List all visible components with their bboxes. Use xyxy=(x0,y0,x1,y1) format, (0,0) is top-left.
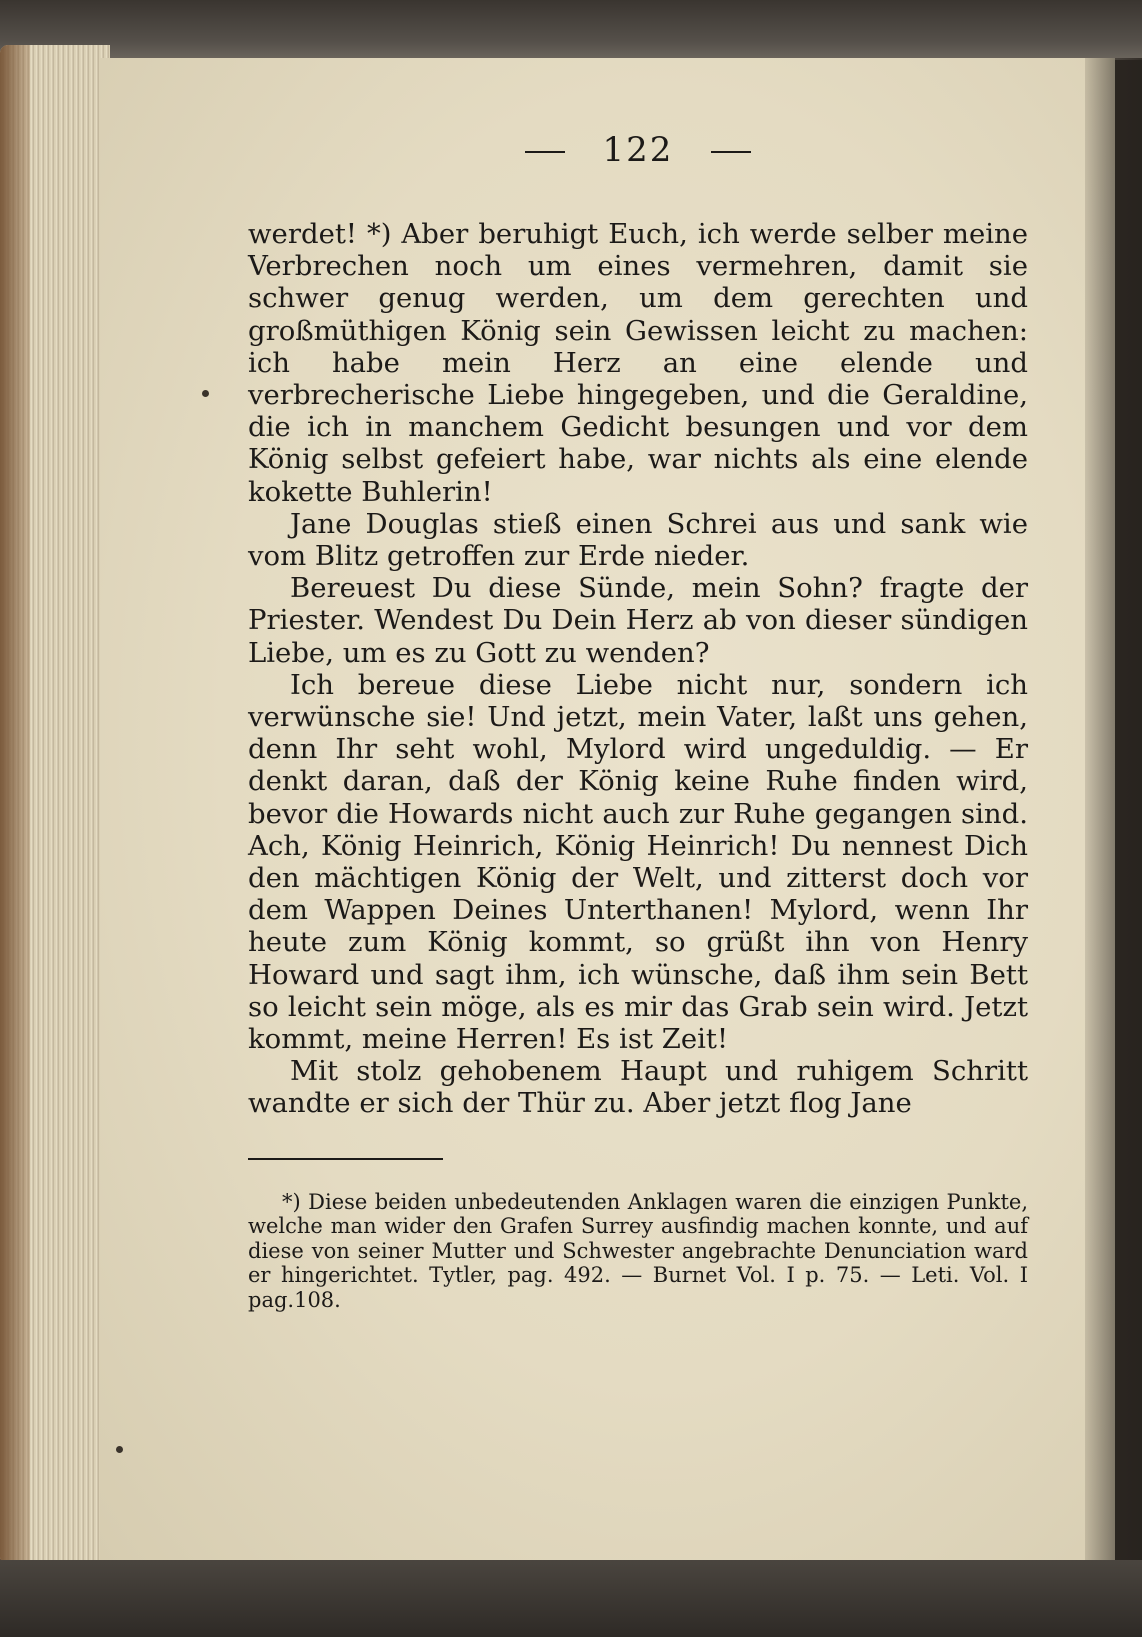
paragraph: Jane Douglas stieß einen Schrei aus und sank wie vom Blitz getroffen zur Erde nieder. xyxy=(248,507,1028,573)
book-top-edge xyxy=(0,0,1142,60)
gutter-shadow xyxy=(1085,58,1142,1568)
paragraph: werdet! *) Aber beruhigt Euch, ich werde selber meine Verbrechen noch um eines vermehren, damit sie schwer genug werden, um dem gerechten und großmüthigen König sein Gewissen leicht zu machen: ich habe mein Herz an eine elende und verbrecherische Liebe hingegeben, und die Geraldine, die ich in manchem Gedicht besungen und vor dem König selbst gefeiert habe, war nichts als eine elende kokette Buhlerin! xyxy=(248,218,1028,508)
footnote-rule xyxy=(248,1158,443,1160)
page-content xyxy=(248,130,1028,1312)
page-header xyxy=(248,130,1028,192)
header-dash-left xyxy=(525,151,565,153)
page-speck xyxy=(202,390,209,397)
header-dash-right xyxy=(711,151,751,153)
paragraph: Ich bereue diese Liebe nicht nur, sondern ich verwünsche sie! Und jetzt, mein Vater, laßt uns gehen, denn Ihr seht wohl, Mylord wird ungeduldig. — Er denkt daran, daß der König keine Ruhe finden wird, bevor die Howards nicht auch zur Ruhe gegangen sind. Ach, König Heinrich, König Heinrich! Du nennest Dich den mächtigen König der Welt, und zitterst doch vor dem Wappen Deines Unterthanen! Mylord, wenn Ihr heute zum König kommt, so grüßt ihn von Henry Howard und sagt ihm, ich wünsche, daß ihm sein Bett so leicht sein möge, als es mir das Grab sein wird. Jetzt kommt, meine Herren! Es ist Zeit! xyxy=(248,668,1028,1056)
body-text xyxy=(248,218,1028,1120)
paragraph: Bereuest Du diese Sünde, mein Sohn? fragte der Priester. Wendest Du Dein Herz ab von dieser sündigen Liebe, um es zu Gott zu wenden? xyxy=(248,572,1028,669)
page-stack-edge xyxy=(0,45,110,1565)
footnote: *) Diese beiden unbedeutenden Anklagen waren die einzigen Punkte, welche man wider den Grafen Surrey ausfindig machen konnte, und auf diese von seiner Mutter und Schwester angebrachte Denunciation ward er hingerichtet. Tytler, pag. 492. — Burnet Vol. I p. 75. — Leti. Vol. I pag.108. xyxy=(248,1189,1028,1312)
paragraph: Mit stolz gehobenem Haupt und ruhigem Schritt wandte er sich der Thür zu. Aber jetzt flog Jane xyxy=(248,1055,1028,1120)
page-number: 122 xyxy=(602,130,674,170)
page-speck xyxy=(116,1446,123,1453)
book-bottom-edge xyxy=(0,1560,1142,1637)
